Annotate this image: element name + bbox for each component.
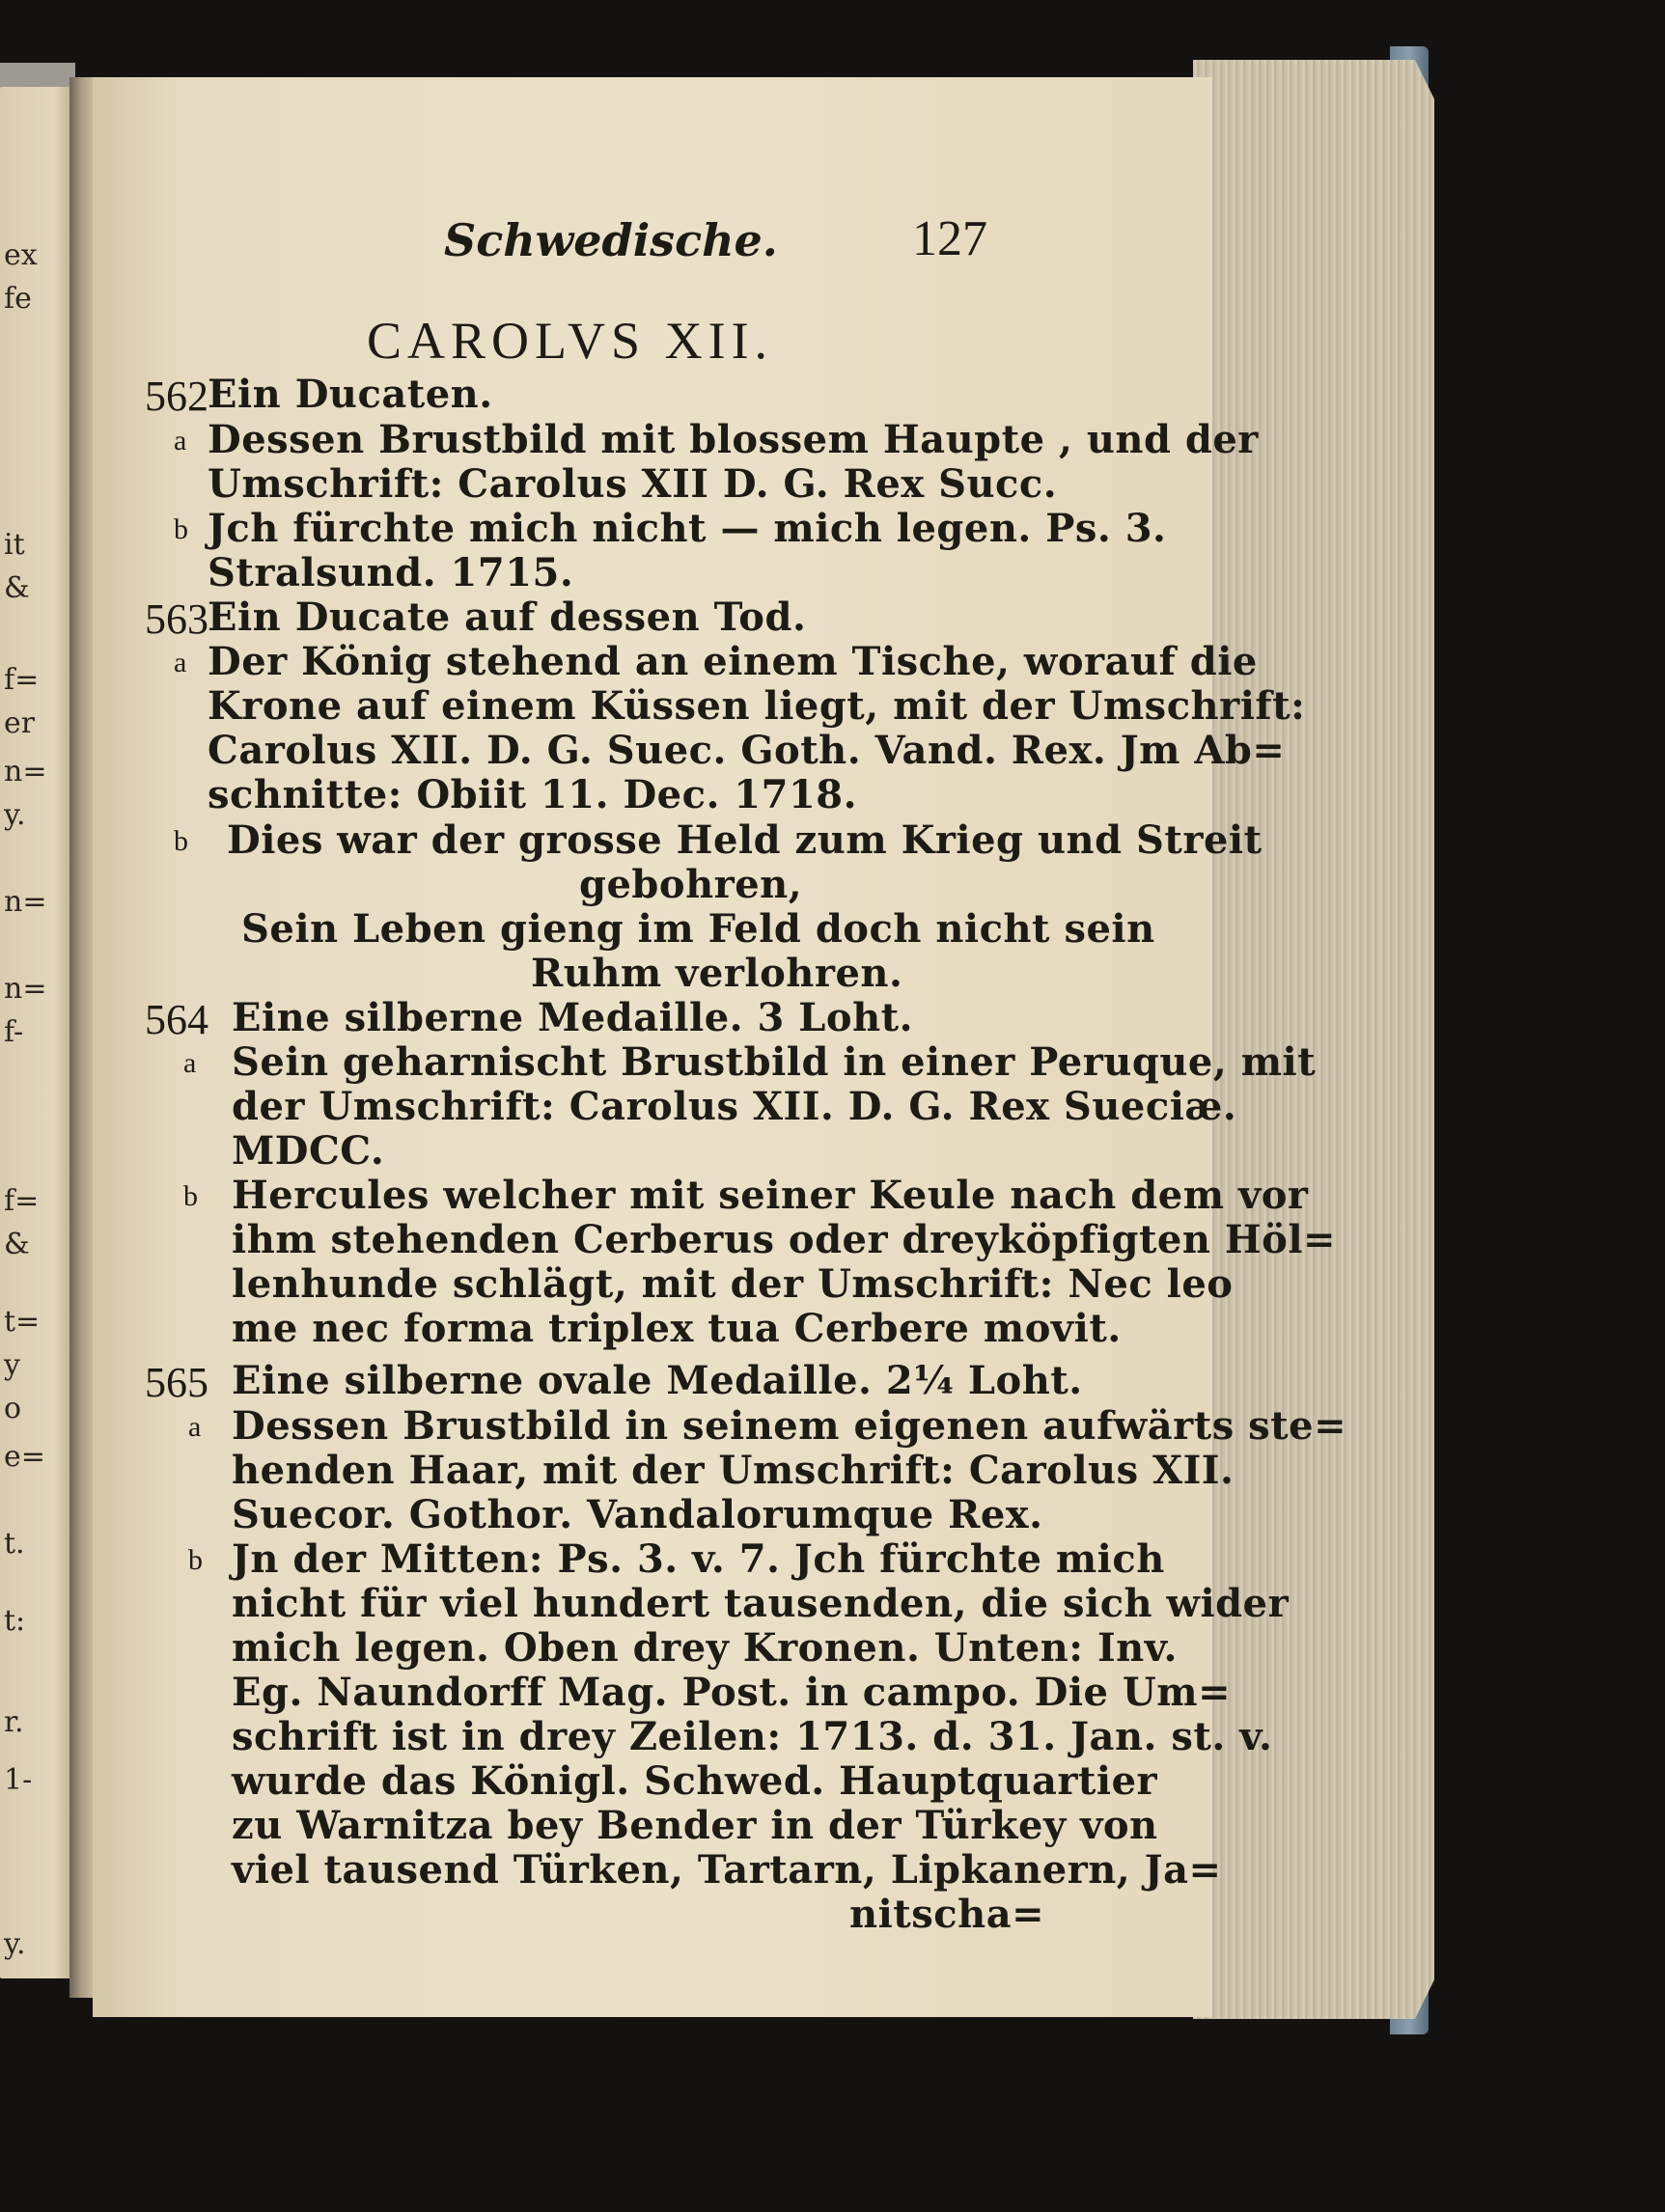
entry-number: 563 [145,595,208,643]
entry-line: der Umschrift: Carolus XII. D. G. Rex Sueciæ. [232,1084,1237,1129]
side-label: a [174,647,187,678]
entry-line: Jch fürchte mich nicht — mich legen. Ps. 3. [208,506,1167,551]
left-page-fragment: & [4,1228,30,1261]
left-page-fragment: n= [4,972,47,1006]
left-page-fragment: f= [4,1184,40,1218]
left-page-fragment: it [4,528,25,562]
left-page-fragment: fe [4,282,32,316]
left-page-fragment: o [4,1392,22,1425]
side-label: b [174,825,188,857]
entry-line: gebohren, [579,862,803,907]
entry-line: schrift ist in drey Zeilen: 1713. d. 31. Jan. st. v. [232,1714,1273,1759]
left-page-fragment: f= [4,663,40,697]
entry-line: ihm stehenden Cerberus oder dreyköpfigten Höl= [232,1217,1337,1262]
section-title: CAROLVS XII. [367,312,774,370]
entry-line: Krone auf einem Küssen liegt, mit der Umschrift: [208,683,1306,729]
left-page-fragment: t. [4,1527,25,1561]
left-page-fragment: y [4,1348,20,1382]
entry-line: Ein Ducate auf dessen Tod. [208,594,807,640]
left-page-fragment: r. [4,1705,24,1739]
left-page-fragment: t= [4,1305,41,1339]
side-label: b [174,513,188,545]
entry-line: Dessen Brustbild in seinem eigenen aufwärts ste= [232,1403,1347,1449]
entry-line: wurde das Königl. Schwed. Hauptquartier [232,1758,1158,1804]
side-label: a [183,1047,197,1079]
entry-number: 565 [145,1359,208,1406]
entry-line: Der König stehend an einem Tische, worauf die [208,639,1258,684]
entry-line: MDCC. [232,1128,385,1174]
entry-line: me nec forma triplex tua Cerbere movit. [232,1306,1122,1351]
entry-number: 562 [145,373,208,420]
entry-line: henden Haar, mit der Umschrift: Carolus XII. [232,1448,1235,1493]
entry-line: Ruhm verlohren. [531,951,903,996]
page-number: 127 [912,211,987,266]
entry-line: Sein Leben gieng im Feld doch nicht sein [241,906,1155,952]
entry-line: viel tausend Türken, Tartarn, Lipkanern, Ja= [232,1847,1222,1893]
entry-line: Ein Ducaten. [208,372,493,417]
entry-line: Eine silberne Medaille. 3 Loht. [232,995,914,1040]
entry-line: Stralsund. 1715. [208,550,574,595]
left-page-fragment: ex [4,238,38,272]
left-page-fragment: 1- [4,1763,33,1797]
left-page-fragment: n= [4,885,47,919]
entry-number: 564 [145,996,208,1043]
entry-line: Dessen Brustbild mit blossem Haupte , und der [208,417,1259,462]
left-page-fragment: y. [4,798,26,832]
entry-line: nitscha= [849,1892,1045,1937]
entry-line: Hercules welcher mit seiner Keule nach dem vor [232,1173,1309,1218]
running-title: Schwedische. [444,214,778,266]
entry-line: Eg. Naundorff Mag. Post. in campo. Die Um= [232,1670,1232,1715]
entry-line: zu Warnitza bey Bender in der Türkey von [232,1803,1158,1848]
entry-line: Umschrift: Carolus XII D. G. Rex Succ. [208,461,1058,507]
entry-line: mich legen. Oben drey Kronen. Unten: Inv. [232,1625,1178,1671]
entry-line: Eine silberne ovale Medaille. 2¼ Loht. [232,1358,1083,1403]
left-page-fragment: t: [4,1604,26,1638]
left-page-fragment: er [4,706,36,740]
side-label: b [188,1544,203,1576]
entry-line: Jn der Mitten: Ps. 3. v. 7. Jch fürchte mich [232,1536,1165,1582]
left-page-fragment: e= [4,1440,45,1474]
entry-line: schnitte: Obiit 11. Dec. 1718. [208,772,858,817]
entry-line: lenhunde schlägt, mit der Umschrift: Nec leo [232,1261,1234,1307]
side-label: a [174,425,187,456]
left-page-fragment: y. [4,1927,26,1961]
side-label: a [188,1411,202,1443]
entry-line: Sein geharnischt Brustbild in einer Peruque, mit [232,1039,1317,1085]
side-label: b [183,1180,198,1212]
left-page-fragment: f- [4,1015,24,1049]
left-page-fragment: n= [4,755,47,788]
left-page-fragment: & [4,571,30,605]
entry-line: Suecor. Gothor. Vandalorumque Rex. [232,1492,1043,1537]
entry-line: Dies war der grosse Held zum Krieg und Streit [227,817,1263,863]
entry-line: Carolus XII. D. G. Suec. Goth. Vand. Rex. Jm Ab= [208,728,1286,773]
entry-line: nicht für viel hundert tausenden, die sich wider [232,1581,1290,1626]
